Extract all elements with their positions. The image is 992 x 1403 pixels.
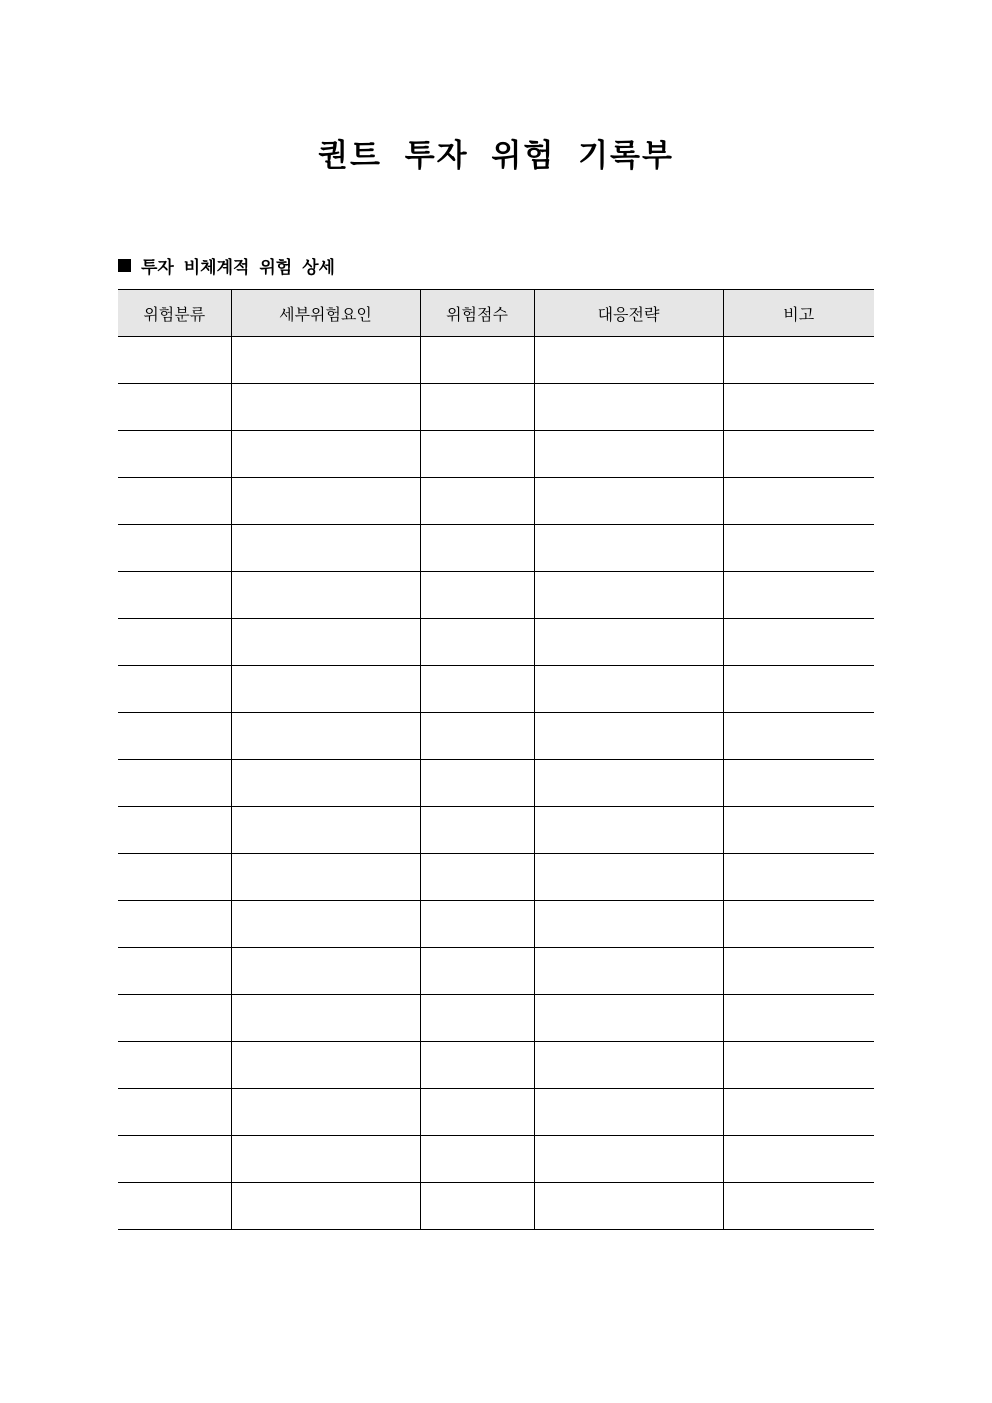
- risk-score-cell[interactable]: [420, 854, 534, 901]
- table-row: [118, 995, 874, 1042]
- remarks-cell[interactable]: [723, 760, 874, 807]
- section-heading-text: 투자 비체계적 위험 상세: [141, 257, 335, 278]
- risk-category-cell[interactable]: [118, 948, 231, 995]
- risk-factor-cell[interactable]: [231, 854, 420, 901]
- response-strategy-cell[interactable]: [534, 572, 723, 619]
- risk-score-cell[interactable]: [420, 666, 534, 713]
- response-strategy-cell[interactable]: [534, 995, 723, 1042]
- remarks-cell[interactable]: [723, 901, 874, 948]
- header-risk-score: 위험점수: [420, 290, 534, 337]
- risk-category-cell[interactable]: [118, 666, 231, 713]
- risk-category-cell[interactable]: [118, 1042, 231, 1089]
- remarks-cell[interactable]: [723, 1136, 874, 1183]
- table-body: [118, 337, 874, 1230]
- risk-category-cell[interactable]: [118, 807, 231, 854]
- response-strategy-cell[interactable]: [534, 1089, 723, 1136]
- response-strategy-cell[interactable]: [534, 1042, 723, 1089]
- table-row: [118, 337, 874, 384]
- risk-category-cell[interactable]: [118, 431, 231, 478]
- remarks-cell[interactable]: [723, 431, 874, 478]
- response-strategy-cell[interactable]: [534, 948, 723, 995]
- section-heading: [118, 252, 335, 278]
- table-row: [118, 572, 874, 619]
- response-strategy-cell[interactable]: [534, 760, 723, 807]
- response-strategy-cell[interactable]: [534, 807, 723, 854]
- risk-score-cell[interactable]: [420, 431, 534, 478]
- response-strategy-cell[interactable]: [534, 384, 723, 431]
- risk-score-cell[interactable]: [420, 1136, 534, 1183]
- remarks-cell[interactable]: [723, 854, 874, 901]
- risk-category-cell[interactable]: [118, 1183, 231, 1230]
- risk-factor-cell[interactable]: [231, 713, 420, 760]
- risk-factor-cell[interactable]: [231, 525, 420, 572]
- remarks-cell[interactable]: [723, 666, 874, 713]
- risk-score-cell[interactable]: [420, 807, 534, 854]
- table-row: [118, 948, 874, 995]
- risk-category-cell[interactable]: [118, 1089, 231, 1136]
- risk-category-cell[interactable]: [118, 478, 231, 525]
- risk-category-cell[interactable]: [118, 760, 231, 807]
- risk-score-cell[interactable]: [420, 572, 534, 619]
- risk-factor-cell[interactable]: [231, 948, 420, 995]
- risk-score-cell[interactable]: [420, 1183, 534, 1230]
- risk-factor-cell[interactable]: [231, 1136, 420, 1183]
- risk-category-cell[interactable]: [118, 854, 231, 901]
- risk-score-cell[interactable]: [420, 948, 534, 995]
- table-row: [118, 384, 874, 431]
- risk-score-cell[interactable]: [420, 1042, 534, 1089]
- risk-factor-cell[interactable]: [231, 995, 420, 1042]
- remarks-cell[interactable]: [723, 807, 874, 854]
- remarks-cell[interactable]: [723, 995, 874, 1042]
- remarks-cell[interactable]: [723, 1089, 874, 1136]
- response-strategy-cell[interactable]: [534, 713, 723, 760]
- table-row: [118, 760, 874, 807]
- remarks-cell[interactable]: [723, 525, 874, 572]
- table-row: [118, 1042, 874, 1089]
- square-bullet-icon: [118, 259, 131, 272]
- risk-factor-cell[interactable]: [231, 901, 420, 948]
- table-row: [118, 1089, 874, 1136]
- response-strategy-cell[interactable]: [534, 431, 723, 478]
- risk-factor-cell[interactable]: [231, 760, 420, 807]
- response-strategy-cell[interactable]: [534, 337, 723, 384]
- header-response-strategy: 대응전략: [534, 290, 723, 337]
- risk-category-cell[interactable]: [118, 995, 231, 1042]
- table-row: [118, 619, 874, 666]
- table-row: [118, 1183, 874, 1230]
- risk-score-cell[interactable]: [420, 337, 534, 384]
- risk-score-cell[interactable]: [420, 1089, 534, 1136]
- risk-score-cell[interactable]: [420, 478, 534, 525]
- risk-score-cell[interactable]: [420, 384, 534, 431]
- risk-category-cell[interactable]: [118, 901, 231, 948]
- table-row: [118, 713, 874, 760]
- risk-score-cell[interactable]: [420, 619, 534, 666]
- risk-factor-cell[interactable]: [231, 619, 420, 666]
- remarks-cell[interactable]: [723, 1042, 874, 1089]
- table-row: [118, 431, 874, 478]
- risk-factor-cell[interactable]: [231, 384, 420, 431]
- table-row: [118, 478, 874, 525]
- remarks-cell[interactable]: [723, 1183, 874, 1230]
- table-row: [118, 525, 874, 572]
- risk-category-cell[interactable]: [118, 1136, 231, 1183]
- risk-factor-cell[interactable]: [231, 431, 420, 478]
- risk-factor-cell[interactable]: [231, 1042, 420, 1089]
- response-strategy-cell[interactable]: [534, 901, 723, 948]
- risk-factor-cell[interactable]: [231, 337, 420, 384]
- response-strategy-cell[interactable]: [534, 478, 723, 525]
- table-row: [118, 1136, 874, 1183]
- response-strategy-cell[interactable]: [534, 1136, 723, 1183]
- remarks-cell[interactable]: [723, 619, 874, 666]
- response-strategy-cell[interactable]: [534, 1183, 723, 1230]
- risk-category-cell[interactable]: [118, 619, 231, 666]
- risk-score-cell[interactable]: [420, 901, 534, 948]
- risk-category-cell[interactable]: [118, 713, 231, 760]
- header-remarks: 비고: [723, 290, 874, 337]
- risk-category-cell[interactable]: [118, 525, 231, 572]
- risk-factor-cell[interactable]: [231, 572, 420, 619]
- table-row: [118, 807, 874, 854]
- risk-score-cell[interactable]: [420, 995, 534, 1042]
- remarks-cell[interactable]: [723, 337, 874, 384]
- response-strategy-cell[interactable]: [534, 525, 723, 572]
- risk-factor-cell[interactable]: [231, 807, 420, 854]
- risk-category-cell[interactable]: [118, 337, 231, 384]
- risk-category-cell[interactable]: [118, 572, 231, 619]
- response-strategy-cell[interactable]: [534, 666, 723, 713]
- remarks-cell[interactable]: [723, 572, 874, 619]
- risk-factor-cell[interactable]: [231, 478, 420, 525]
- response-strategy-cell[interactable]: [534, 854, 723, 901]
- risk-factor-cell[interactable]: [231, 1183, 420, 1230]
- response-strategy-cell[interactable]: [534, 619, 723, 666]
- table-row: [118, 901, 874, 948]
- header-risk-category: 위험분류: [118, 290, 231, 337]
- risk-factor-cell[interactable]: [231, 666, 420, 713]
- table-header-row: [118, 290, 874, 337]
- header-risk-factor: 세부위험요인: [231, 290, 420, 337]
- risk-factor-cell[interactable]: [231, 1089, 420, 1136]
- table-row: [118, 854, 874, 901]
- risk-score-cell[interactable]: [420, 713, 534, 760]
- risk-score-cell[interactable]: [420, 525, 534, 572]
- remarks-cell[interactable]: [723, 713, 874, 760]
- table-row: [118, 666, 874, 713]
- remarks-cell[interactable]: [723, 384, 874, 431]
- document-title: 퀀트 투자 위험 기록부: [318, 138, 674, 174]
- risk-record-table: [118, 289, 874, 1230]
- remarks-cell[interactable]: [723, 478, 874, 525]
- remarks-cell[interactable]: [723, 948, 874, 995]
- risk-score-cell[interactable]: [420, 760, 534, 807]
- risk-category-cell[interactable]: [118, 384, 231, 431]
